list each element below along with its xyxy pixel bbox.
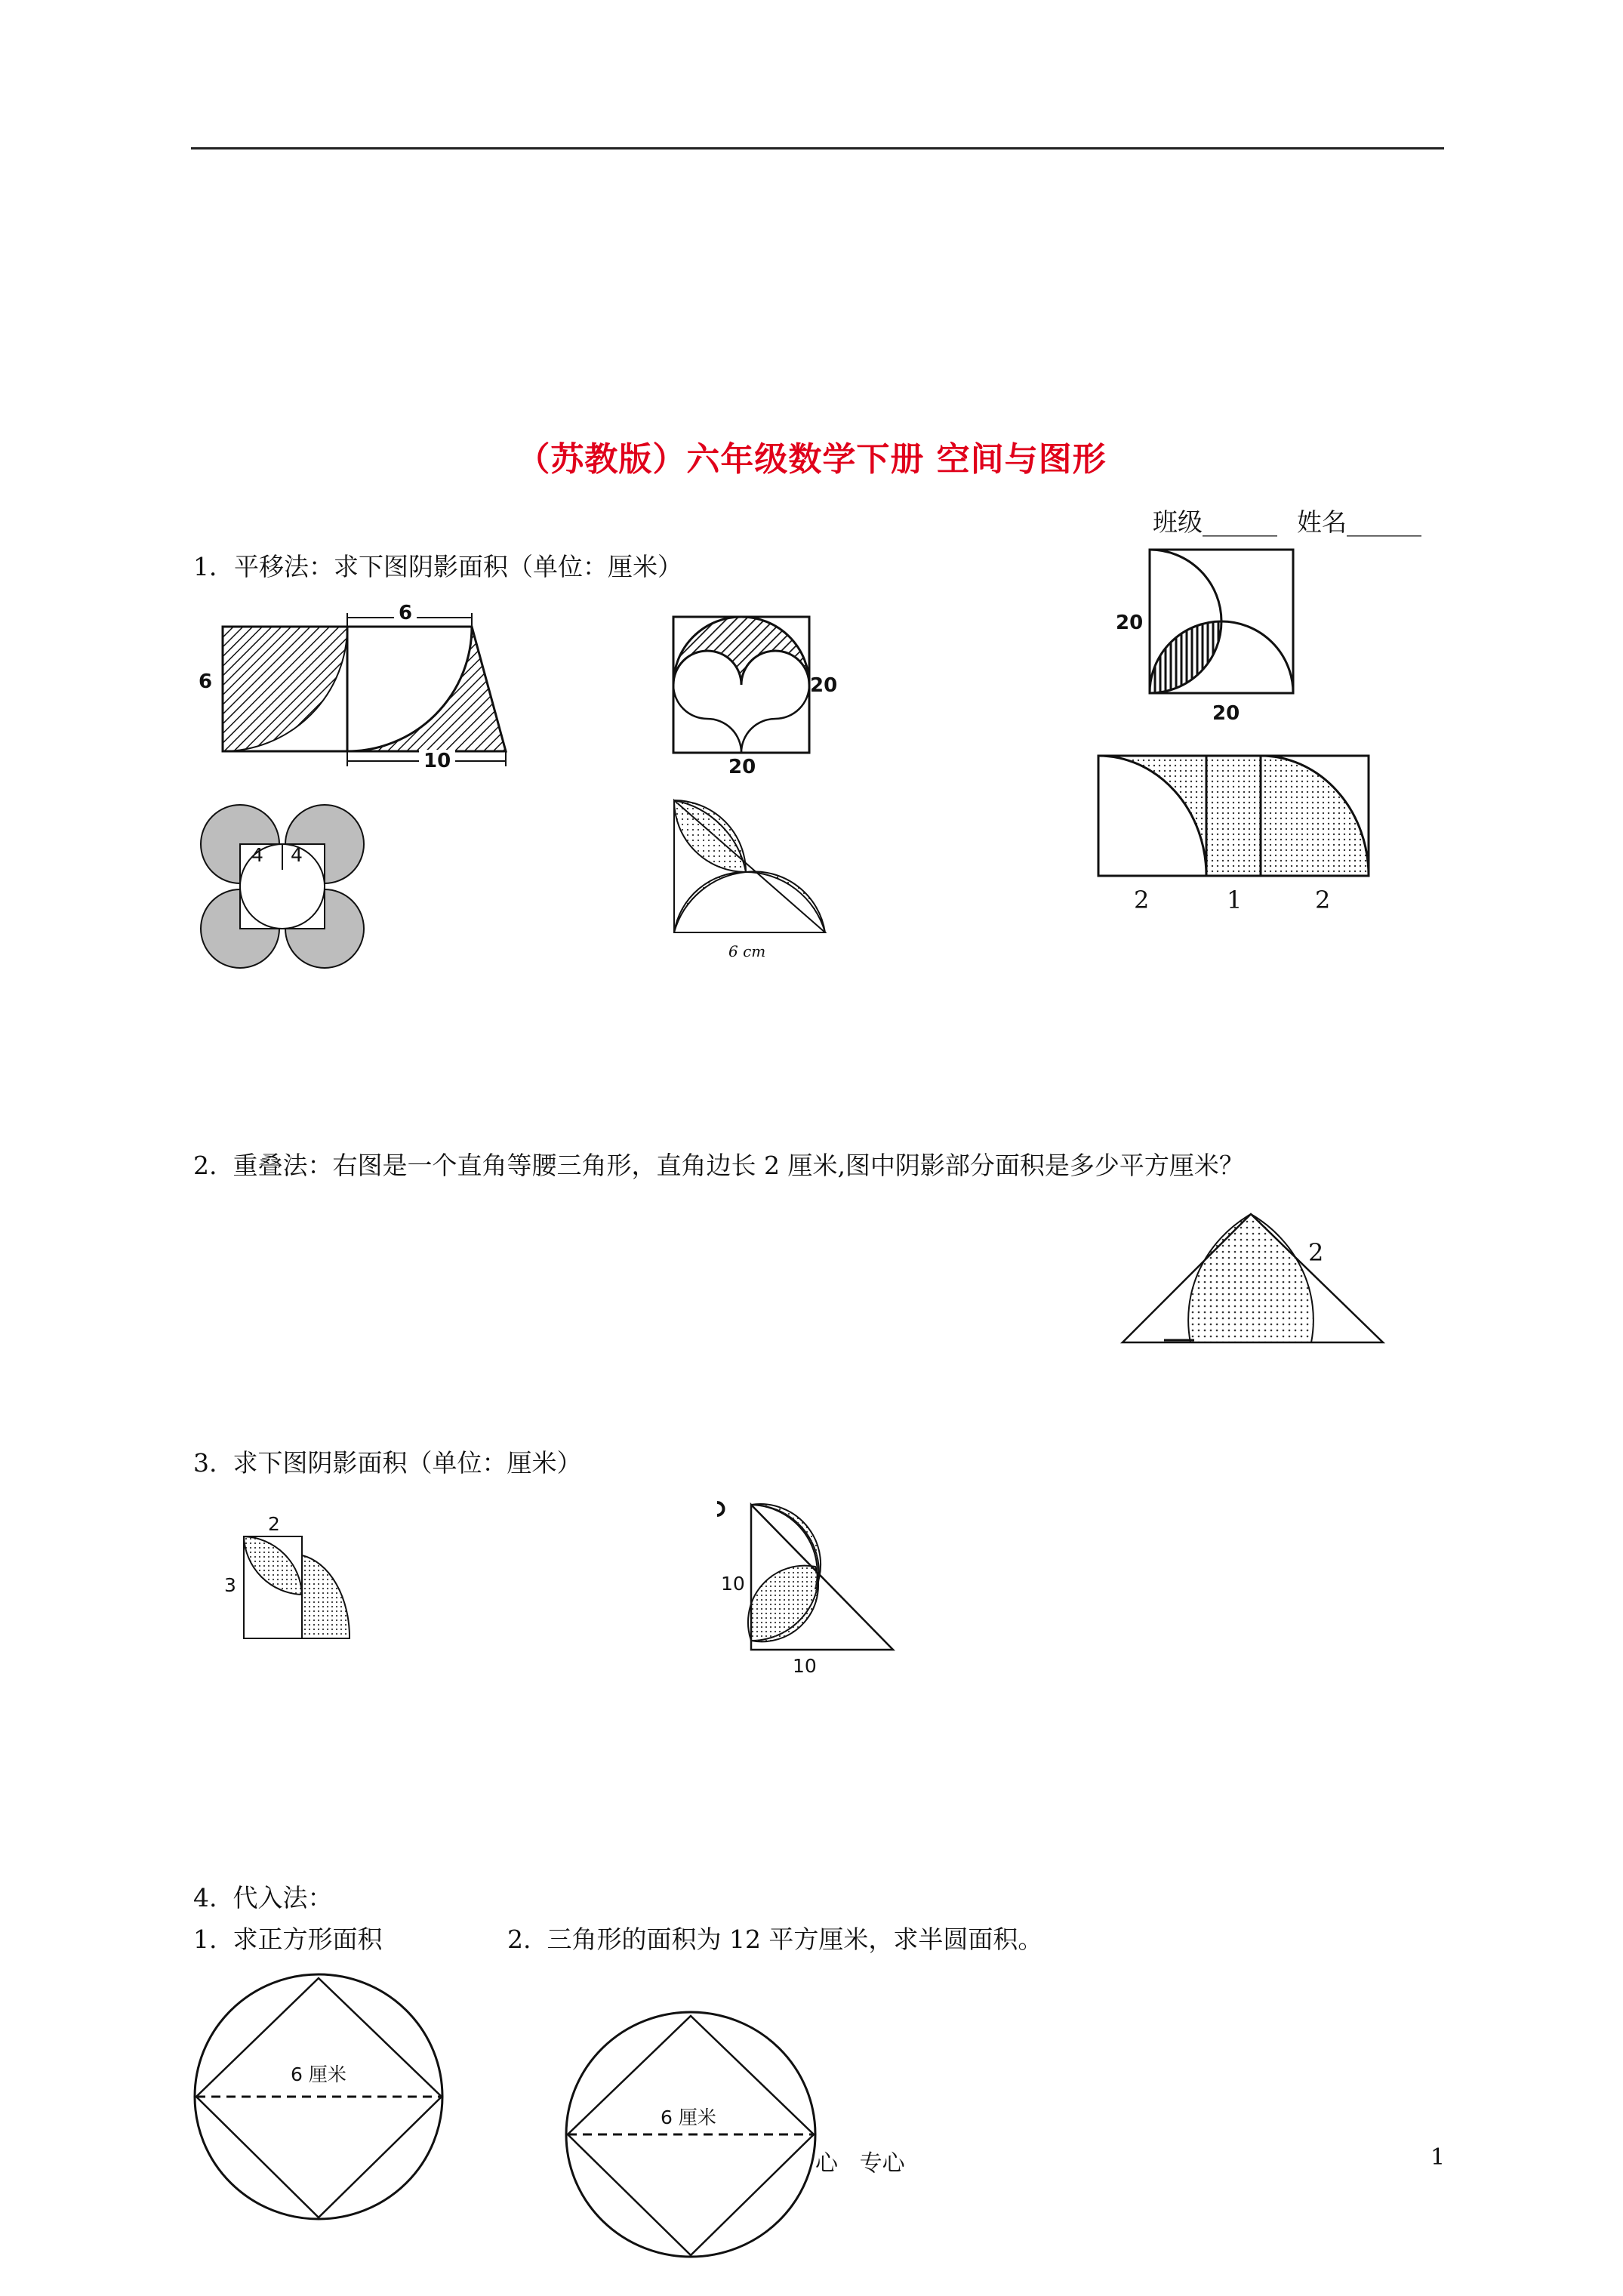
page-title: （苏教版）六年级数学下册 空间与图形 xyxy=(516,440,1107,479)
figure-1c xyxy=(1147,547,1298,698)
fig-4b-label: 6 厘米 xyxy=(661,2106,716,2128)
question-1-text: 1．平移法：求下图阴影面积（单位：厘米） xyxy=(193,552,682,581)
header-rule xyxy=(191,147,1444,149)
fig-1f-label-b: 1 xyxy=(1227,886,1243,914)
fig-1d-label-a: 4 xyxy=(251,844,263,866)
page-number: 1 xyxy=(1431,2144,1446,2171)
question-4-text: 4. 代入法： xyxy=(193,1883,333,1912)
name-field: 姓名______ xyxy=(1297,507,1421,537)
figure-1e xyxy=(670,797,829,936)
fig-1c-bottom-label: 20 xyxy=(1212,702,1240,725)
figure-1b xyxy=(672,615,812,755)
figure-1d xyxy=(198,802,367,971)
class-field: 班级______ xyxy=(1153,507,1277,537)
figure-1a xyxy=(219,612,521,770)
fig-3a-top-label: 2 xyxy=(268,1513,280,1535)
fig-1a-left-label: 6 xyxy=(199,670,213,693)
fig-1b-right-label: 20 xyxy=(810,674,838,697)
fig-1e-base-label: 6 cm xyxy=(728,942,766,960)
footer-motto: 心 专心 xyxy=(815,2150,905,2177)
fig-1d-label-b: 4 xyxy=(291,844,303,866)
fig-4a-label: 6 厘米 xyxy=(291,2063,346,2085)
fig-1a-bottom-label: 10 xyxy=(419,750,455,772)
fig-3b-left-label: 10 xyxy=(721,1573,745,1595)
figure-1f xyxy=(1095,754,1374,878)
figure-4a xyxy=(192,1972,449,2221)
fig-1f-label-a: 2 xyxy=(1134,886,1150,914)
fig-3a-left-label: 3 xyxy=(224,1574,236,1596)
fig-1a-top-label: 6 xyxy=(394,602,417,624)
question-2-text: 2. 重叠法：右图是一个直角等腰三角形，直角边长 2 厘米,图中阴影部分面积是多少平方厘米？ xyxy=(193,1151,1244,1180)
fig-1c-left-label: 20 xyxy=(1116,612,1144,634)
question-3-text: 3. 求下图阴影面积（单位：厘米） xyxy=(193,1448,582,1478)
figure-3a xyxy=(240,1533,353,1646)
figure-2 xyxy=(1119,1208,1390,1348)
fig-2-label: 2 xyxy=(1308,1238,1324,1267)
question-4-sub-1: 1. 求正方形面积 xyxy=(193,1925,383,1954)
fig-1b-bottom-label: 20 xyxy=(728,756,756,778)
question-4-sub-2: 2. 三角形的面积为 12 平方厘米，求半圆面积。 xyxy=(507,1925,1043,1954)
fig-1f-label-c: 2 xyxy=(1315,886,1331,914)
figure-4b xyxy=(562,2010,819,2259)
fig-3b-bottom-label: 10 xyxy=(793,1655,817,1677)
